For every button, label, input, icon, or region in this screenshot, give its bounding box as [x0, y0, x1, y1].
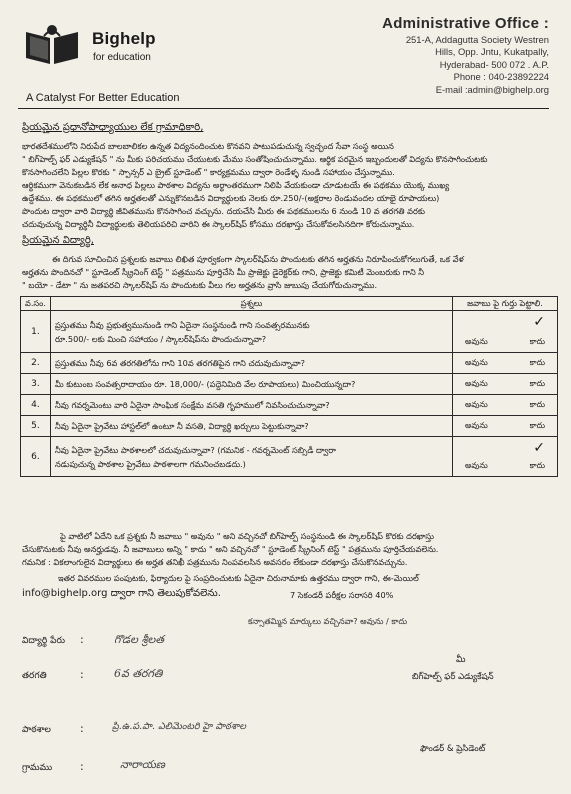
salutation-headmaster: ప్రియమైన ప్రధానోపాధ్యాయుల లేక గ్రామాధికారి, — [22, 122, 204, 133]
question-text: నీవు ఏదైనా ప్రైవేటు పాఠశాలలో చదువుచున్నావా? (గమనిక - గవర్నమెంట్ సబ్సిడీ ద్వారా — [54, 444, 336, 455]
answer-no: కాదు — [529, 399, 545, 409]
checkmark-icon: ✓ — [533, 440, 545, 456]
answer-yes: అవును — [465, 420, 488, 430]
class-value: 6వ తరగతి — [114, 667, 163, 680]
village-label: గ్రామము — [22, 763, 53, 773]
header-divider — [18, 108, 549, 109]
contact-line: ఇతర వివరముల పంపుటకు, ఫిర్యాదుల పై సంప్రదించుటకు ఏదైనా చిరునామాకు ఉత్తరము ద్వారా గాని, ఈ-మెయిల్ — [58, 573, 419, 583]
marks-note: కన్సాతమ్మిన మార్కులు వచ్చినవా? అవును / కాదు — [248, 616, 408, 626]
answer-cell — [453, 437, 558, 477]
question-text: మీ కుటుంబ సంవత్సరాదాయం రూ. 18,000/- (పద్దెనిమిది వేల రూపాయలు) మించియున్నదా? — [54, 379, 356, 389]
answer-yes: అవును — [465, 399, 488, 409]
sign-org: బిగ్‌హెల్ప్ ఫర్ ఎడ్యుకేషన్ — [412, 672, 494, 682]
table-row — [21, 353, 558, 374]
question-text: నీవు గవర్నమెంటు వారి ఏదైనా సాంఘిక సంక్షేమ వసతి గృహములో నివసించుచున్నావా? — [54, 400, 330, 410]
answer-no: కాదు — [529, 461, 545, 470]
student-name-label: విద్యార్థి పేరు — [22, 636, 65, 646]
para1-line: పొందుట ద్వారా వారి విద్యార్థి జీవితమును కొనసాగించ వచ్చును. దయచేసి మీరు ఈ పథకములను 6 నుండి 10 వ తరగతి వరకు — [22, 206, 425, 216]
row-question — [50, 416, 452, 437]
answer-yes: అవును — [465, 337, 488, 346]
office-address — [382, 14, 549, 96]
school-label: పాఠశాల — [22, 725, 51, 735]
row-number: 6. — [21, 437, 51, 477]
table-row — [21, 416, 558, 437]
office-email: E-mail :admin@bighelp.org — [435, 83, 549, 95]
office-phone: Phone : 040-23892224 — [453, 71, 549, 83]
office-title: Administrative Office : — [382, 15, 549, 32]
para1-line: భారతదేశములోని నిరుపేద బాలబాలికల ఉన్నత విద్యనందించుట కొనవని పాటుపడుచున్న స్వచ్ఛంద సేవా సంస్థ అయిన — [22, 141, 394, 151]
para1-line: చదువుచున్న విద్యార్థినీ విద్యార్థులకు తెలియపరిచి వారిని ఈ స్కాలర్‌షిప్ కోసము దరఖాస్తు చేసుకోవలసినదిగా కోరుచున్నాము. — [22, 219, 415, 229]
answer-yes: అవును — [465, 378, 488, 388]
answer-cell — [453, 416, 558, 437]
para1-line: " బిగ్‌హెల్ప్ ఫర్ ఎడ్యుకేషన్ " ను మీకు పరిచయము చేయుటకు మేము సంతోషించుచున్నాము. ఆర్థిక పరమైన ఇబ్బందులతో విద్యను కొనసాగించుటకు — [22, 154, 488, 164]
answer-cell — [453, 353, 558, 374]
bighelp-book-logo-icon — [22, 22, 82, 68]
para2-line: అర్హతను పొందినచో " స్టూడెంట్ స్క్రీనింగ్ టెస్ట్ " పత్రమును పూర్తిచేసి మీ ప్రాజెక్టు డైరెక్టర్‌కు గాని, ప్రాజెక్టు కమిటీ మెంబరుకు గాని నీ — [22, 267, 425, 277]
colon: : — [80, 722, 84, 735]
question-text: రూ.500/- లకు మించి సహాయం / స్కాలర్‌షిప్‌ను పొందుచున్నావా? — [54, 333, 267, 344]
checkmark-icon: ✓ — [533, 314, 545, 330]
question-text: ప్రస్తుతము నీవు 6వ తరగతిలోను గాని 10వ తరగతిపైన గాని చదువుచున్నావా? — [54, 358, 305, 368]
school-value: ప్రి.ఉ.ప.పా. ఎలిమెంటరి హై పాఠశాల — [112, 721, 246, 732]
colon: : — [80, 668, 84, 681]
brand-name: Bighelp — [92, 29, 156, 48]
office-line: Hyderabad- 500 072 . A.P. — [439, 58, 549, 70]
row-number: 5. — [21, 416, 51, 437]
answer-no: కాదు — [529, 378, 545, 388]
para1-line: ఉద్దేశము. ఈ పథకములో తగిన అర్హతలతో ఎన్నుకొనబడిన విద్యార్థులకు నెలకు రూ.250/-(అక్షరాల రెండువందల యాభై రూపాయలు) — [22, 193, 440, 203]
village-value: నారాయణ — [120, 758, 165, 771]
col-header-answer: జవాబు పై గుర్తు పెట్టాలి. — [453, 297, 558, 311]
salutation-student: ప్రియమైన విద్యార్థి, — [22, 235, 94, 246]
answer-no: కాదు — [529, 357, 545, 367]
row-number: 3. — [21, 374, 51, 395]
question-text: నీవు ఏదైనా ప్రైవేటు హాస్టల్‌లో ఉంటూ నీ వసతి, విద్యార్థి ఖర్చులు పెట్టుకున్నావా? — [54, 421, 309, 431]
eligibility-table — [20, 296, 558, 477]
colon: : — [80, 633, 84, 646]
tagline: A Catalyst For Better Education — [26, 92, 180, 104]
after-table-line: చేసుకొనుటకు నీవు అనర్హుడవు. నీ జవాబులు అన్ని " కాదు " అని వచ్చినచో " స్టూడెంట్ స్క్రీనింగ్ టెస్ట్ " పత్రమును పూర్తిచేయవలెను. — [22, 544, 439, 554]
row-number: 1. — [21, 311, 51, 353]
email-line: info@bighelp.org ద్వారా గాని తెలుపుకోవలెను. — [22, 588, 221, 599]
sign-to: మీ — [456, 655, 466, 665]
percent-note: 7 సెకండరీ పరీక్షల సరాసరి 40% — [290, 590, 394, 600]
col-header-serial: వ.సం. — [21, 297, 51, 311]
question-text: నడుపుచున్న పాఠశాల ప్రైవేటు పాఠశాలగా గమనించబడదు.) — [54, 458, 246, 469]
row-number: 4. — [21, 395, 51, 416]
question-text: ప్రస్తుతము నీవు ప్రభుత్వమునుండి గాని ఏదైనా సంస్థనుండి గాని సంవత్సరమునకు — [54, 319, 310, 330]
answer-yes: అవును — [465, 357, 488, 367]
answer-no: కాదు — [529, 337, 545, 346]
answer-no: కాదు — [529, 420, 545, 430]
student-name-value: గొడల శ్రీలత — [114, 633, 164, 646]
table-header-row — [21, 297, 558, 311]
row-question — [50, 395, 452, 416]
para2-line: " బయో - డేటా " ను జతపరచి స్కాలర్‌షిప్ ను పొందుటకు వీలు గల అర్హతను వ్రాసి జుబుపు చేయగోరుచున్నాము. — [22, 280, 378, 290]
table-row — [21, 437, 558, 477]
row-question — [50, 437, 452, 477]
table-row — [21, 374, 558, 395]
answer-cell — [453, 395, 558, 416]
note-line: గమనిక : వికలాంగులైన విద్యార్థులు ఈ అర్హత తనిఖీ పత్రమును నింపవలసిన అవసరం లేకుండా దరఖాస్తు చేసుకొనవచ్చును. — [22, 557, 408, 567]
office-line: Hills, Opp. Jntu, Kukatpally, — [435, 46, 549, 58]
answer-cell — [453, 311, 558, 353]
colon: : — [80, 760, 84, 773]
answer-yes: అవును — [465, 461, 488, 470]
brand-subtitle: for education — [93, 52, 151, 63]
after-table-line: పై వాటిలో ఏదేని ఒక ప్రశ్నకు నీ జవాబు " అవును " అని వచ్చినచో బిగ్‌హెల్ప్ సంస్థనుండి ఈ స్కాలర్‌షిప్ కొరకు దరఖాస్తు — [60, 531, 434, 541]
class-label: తరగతి — [22, 671, 47, 681]
row-number: 2. — [21, 353, 51, 374]
row-question — [50, 374, 452, 395]
row-question — [50, 311, 452, 353]
col-header-questions: ప్రశ్నలు — [50, 297, 452, 311]
office-line: 251-A, Addagutta Society Westren — [405, 34, 549, 45]
para1-line: కొనసాగించలేని పిల్లల కొరకు " స్పాన్సర్ ఎ బ్రైట్ స్టూడెంట్ " కార్యక్రమము ద్వారా రెండేళ్ళ నుండి సహాయం చేస్తున్నాము. — [22, 167, 395, 177]
table-row — [21, 395, 558, 416]
para2-line: ఈ దిగువ సూచించిన ప్రశ్నలకు జవాబు లిఖిత పూర్వకంగా స్కాలర్‌షిప్‌ను పొందుటకు తగిన అర్హతను నిరూపించుకోగలుగుతే, ఒక వేళ — [52, 254, 464, 264]
answer-cell — [453, 374, 558, 395]
sign-title: ఫౌండర్ & ప్రెసిడెంట్ — [420, 744, 486, 754]
row-question — [50, 353, 452, 374]
table-row — [21, 311, 558, 353]
para1-line: ఆర్థికముగా వెనుకబడిన లేక అనాధ పిల్లలు పాఠశాల విద్యను అర్థాంతరముగా నిలిపి వేయకుండా చూడుటయే ఈ పథకము యొక్క ముఖ్య — [22, 180, 450, 190]
